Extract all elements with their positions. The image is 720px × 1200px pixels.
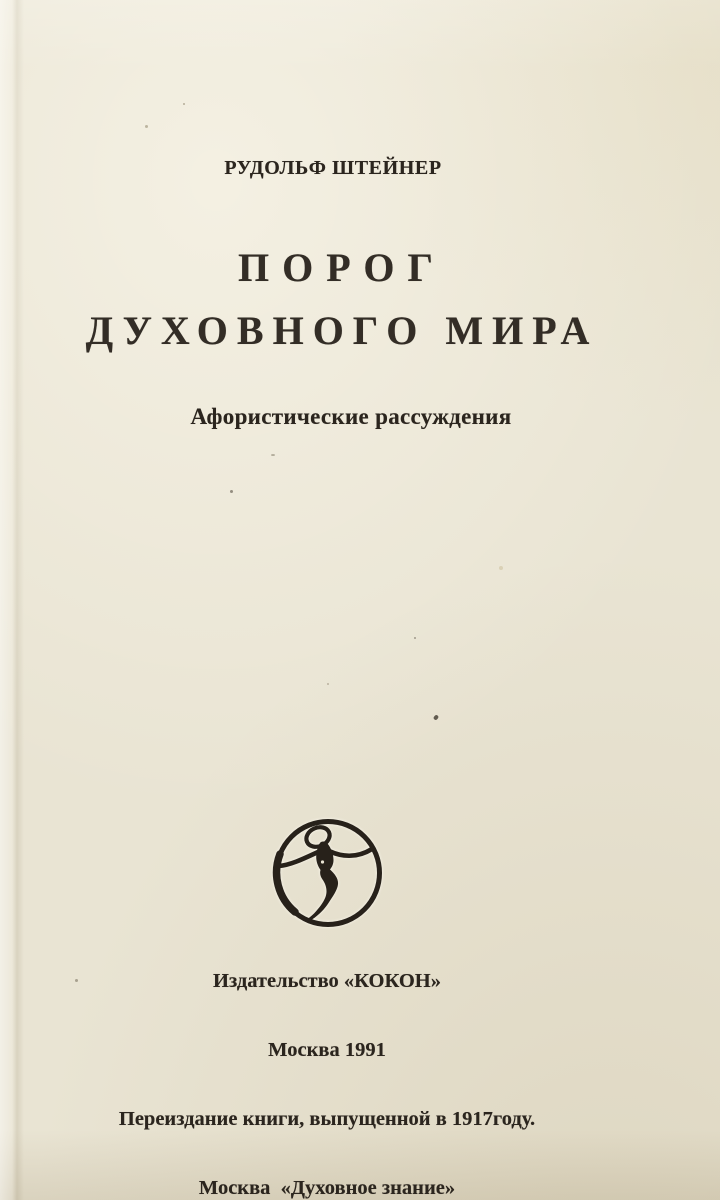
- imprint-publisher: Издательство «КОКОН»: [213, 970, 441, 992]
- imprint-city-year: Москва 1991: [268, 1039, 386, 1061]
- imprint-block: [0, 924, 654, 1200]
- imprint-original-publisher: Москва «Духовное знание»: [198, 1177, 456, 1199]
- book-title-line-2: ДУХОВНОГО МИРА: [85, 308, 599, 353]
- imprint-reprint-note: Переиздание книги, выпущенной в 1917году.: [118, 1108, 536, 1130]
- kokon-publisher-emblem-icon: [269, 816, 387, 930]
- book-title-line-1: ПОРОГ: [238, 245, 446, 290]
- book-subtitle: Афористические рассуждения: [190, 404, 512, 429]
- author-name: РУДОЛЬФ ШТЕЙНЕР: [224, 157, 442, 179]
